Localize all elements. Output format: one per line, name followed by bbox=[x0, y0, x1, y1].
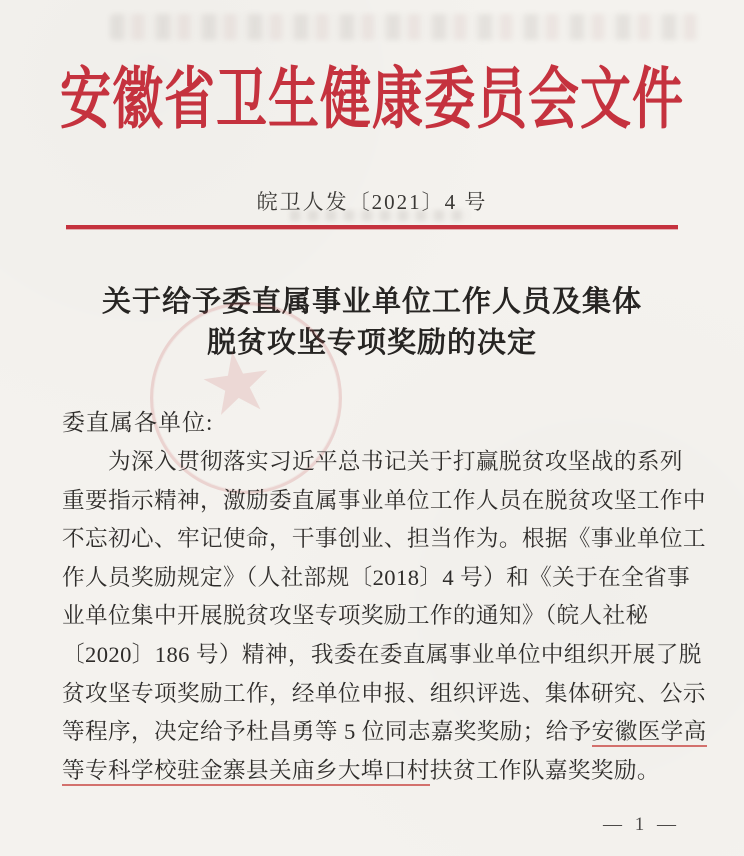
body-line bbox=[62, 713, 707, 752]
header-red-rule bbox=[66, 225, 678, 229]
body-text: 不忘初心、牢记使命，干事创业、担当作为。根据《事业单位工 bbox=[62, 526, 706, 552]
document-title bbox=[0, 282, 744, 364]
body-line bbox=[62, 443, 683, 482]
body-text: 扶贫工作队嘉奖奖励。 bbox=[429, 757, 660, 783]
body-text: 为深入贯彻落实习近平总书记关于打赢脱贫攻坚战的系列 bbox=[108, 449, 683, 474]
body-line bbox=[62, 520, 706, 559]
salutation: 委直属各单位: bbox=[62, 410, 214, 435]
underlined-text: 安徽医学高 bbox=[592, 719, 707, 747]
body-text: 贫攻坚专项奖励工作，经单位申报、组织评选、集体研究、公示 bbox=[62, 680, 706, 706]
org-header-title: 安徽省卫生健康委员会文件 bbox=[59, 63, 684, 138]
body-paragraph bbox=[62, 443, 707, 790]
body-text: 业单位集中开展脱贫攻坚专项奖励工作的通知》（皖人社秘 bbox=[62, 603, 649, 629]
body-line bbox=[62, 752, 680, 791]
seal-star-icon: ★ bbox=[192, 329, 281, 437]
page-number: — 1 — bbox=[603, 814, 680, 835]
document-title-line1: 关于给予委直属事业单位工作人员及集体 bbox=[101, 286, 642, 318]
underlined-text: 等专科学校驻金寨县关庙乡大埠口村 bbox=[62, 758, 430, 786]
body-text: 等程序，决定给予杜昌勇等 5 位同志嘉奖奖励；给予 bbox=[62, 719, 592, 745]
document-title-line2: 脱贫攻坚专项奖励的决定 bbox=[206, 327, 537, 359]
body-text: 重要指示精神，激励委直属事业单位工作人员在脱贫攻坚工作中 bbox=[62, 487, 706, 513]
body-line bbox=[62, 636, 702, 675]
document-number: 皖卫人发〔2021〕4 号 bbox=[256, 190, 488, 214]
body-line bbox=[62, 597, 680, 636]
body-text: 〔2020〕186 号）精神，我委在委直属事业单位中组织开展了脱 bbox=[62, 641, 702, 667]
bleedthrough-top-decoration bbox=[110, 14, 700, 40]
body-line bbox=[62, 675, 706, 714]
body-text: 作人员奖励规定》（人社部规〔2018〕4 号）和《关于在全省事 bbox=[62, 564, 691, 590]
body-line bbox=[62, 559, 691, 598]
body-line bbox=[62, 482, 706, 521]
